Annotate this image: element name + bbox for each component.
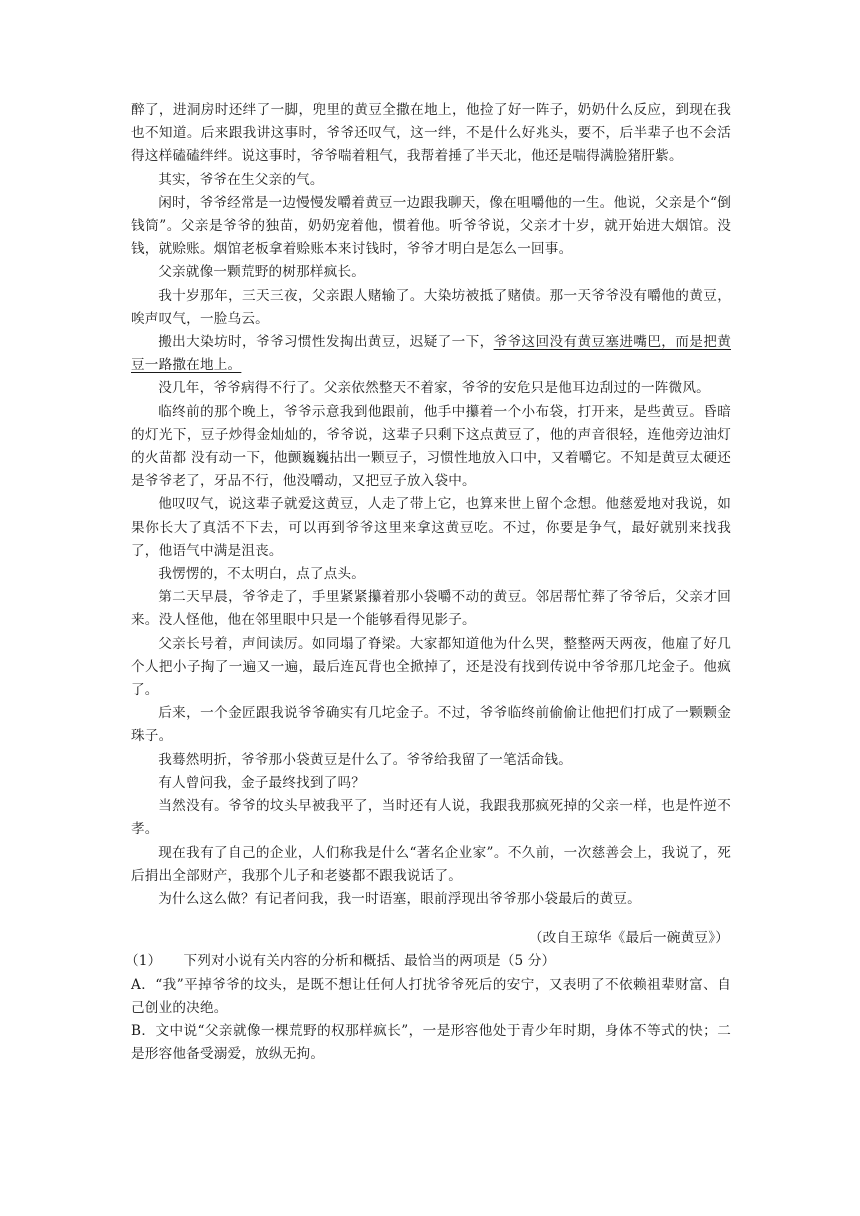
story-paragraph-3: 闲时，爷爷经常是一边慢慢发嚼着黄豆一边跟我聊天，像在咀嚼他的一生。他说，父亲是个“倒钱筒”。父亲是爷爷的独苗，奶奶宠着他，惯着他。听爷爷说，父亲才十岁，就开始进大烟馆。没钱，就赊账。烟馆老板拿着赊账本来讨钱时，爷爷才明白是怎么一回事。 (131, 194, 731, 258)
story-paragraph-2: 其实，爷爷在生父亲的气。 (158, 171, 324, 188)
story-paragraph-11: 第二天早晨，爷爷走了，手里紧紧攥着那小袋嚼不动的黄豆。邻居帮忙葬了爷爷后，父亲才回来。没人怪他，他在邻里眼中只是一个能够看得见影子。 (131, 589, 731, 629)
question-number: （1） (125, 953, 162, 970)
story-paragraph-10: 我愣愣的，不太明白，点了点头。 (158, 566, 366, 583)
option-a: A．“我”平掉爷爷的坟头，是既不想让任何人打扰爷爷死后的安宁，又表明了不依赖祖辈财富、自己创业的决绝。 (131, 976, 731, 1016)
story-paragraph-9: 他叹叹气，说这辈子就爱这黄豆，人走了带上它，也算来世上留个念想。他慈爱地对我说，如果你长大了真活不下去，可以再到爷爷这里来拿这黄豆吃。不过，你要是争气，最好就别来找我了，他语气中满是沮丧。 (131, 496, 731, 559)
story-paragraph-16: 当然没有。爷爷的坟头早被我平了，当时还有人说，我跟我那疯死掉的父亲一样，也是忤逆不孝。 (131, 798, 731, 838)
source-citation: （改自王琼华《最后一碗黄豆》） (528, 930, 729, 947)
story-paragraph-8: 临终前的那个晚上，爷爷示意我到他跟前，他手中攥着一个小布袋，打开来，是些黄豆。昏暗的灯光下，豆子炒得金灿灿的，爷爷说，这辈子只剩下这点黄豆了，他的声音很轻，连他旁边油灯的火苗都 没有动一下，他颤巍巍拈出一颗豆子，习惯性地放入口中，又着嚼它。不知是黄豆太硬还是爷爷老了，牙品不行，他没嚼动，又把豆子放入袋中。 (131, 403, 731, 490)
story-paragraph-6-text: 搬出大染坊时，爷爷习惯性发掏出黄豆，迟疑了一下， (158, 334, 494, 351)
story-paragraph-1: 醉了，进洞房时还绊了一脚，兜里的黄豆全撒在地上，他捡了好一阵子，奶奶什么反应，到现在我也不知道。后来跟我讲这事时，爷爷还叹气，这一绊，不是什么好兆头，要不，后半辈子也不会活得这样磕磕绊绊。说这事时，爷爷喘着粗气，我帮着捶了半天北，他还是喘得满脸猪肝紫。 (131, 102, 731, 165)
story-paragraph-14: 我蓦然明折，爷爷那小袋黄豆是什么了。爷爷给我留了一笔活命钱。 (158, 751, 572, 768)
question-text: 下列对小说有关内容的分析和概括、最恰当的两项是（5 分） (183, 953, 556, 970)
story-paragraph-13: 后来，一个金匠跟我说爷爷确实有几坨金子。不过，爷爷临终前偷偷让他把们打成了一颗颗金珠子。 (131, 705, 731, 745)
question-stem (125, 950, 731, 973)
story-paragraph-5: 我十岁那年，三天三夜，父亲跟人赌输了。大染坊被抵了赌债。那一天爷爷没有嚼他的黄豆，唉声叹气，一脸乌云。 (131, 287, 731, 327)
story-paragraph-12: 父亲长号着，声间读厉。如同塌了脊梁。大家都知道他为什么哭，整整两天两夜，他雇了好几个人把小子掏了一遍又一遍，最后连瓦背也全掀掉了，还是没有找到传说中爷爷那几坨金子。他疯了。 (131, 635, 731, 699)
story-paragraph-6 (131, 331, 731, 377)
underlined-sentence: 爷爷这回没有黄豆塞进嘴巴，而是把黄豆一路撒在地上。 (131, 334, 731, 374)
story-paragraph-4: 父亲就像一颗荒野的树那样疯长。 (158, 264, 366, 281)
story-paragraph-18: 为什么这么做？有记者问我，我一时语塞，眼前浮现出爷爷那小袋最后的黄豆。 (158, 890, 641, 907)
story-paragraph-15: 有人曾问我，金子最终找到了吗？ (158, 774, 366, 791)
exam-page (125, 99, 731, 1066)
story-paragraph-17: 现在我有了自己的企业，人们称我是什么“著名企业家”。不久前，一次慈善会上，我说了，死后捐出全部财产，我那个儿子和老婆都不跟我说话了。 (131, 844, 731, 884)
story-paragraph-7: 没几年，爷爷病得不行了。父亲依然整天不着家，爷爷的安危只是他耳边刮过的一阵微风。 (158, 380, 710, 397)
option-b: B．文中说“父亲就像一棵荒野的权那样疯长”，一是形容他处于青少年时期，身体不等式的快；二是形容他备受溺爱，放纵无拘。 (131, 1022, 731, 1063)
